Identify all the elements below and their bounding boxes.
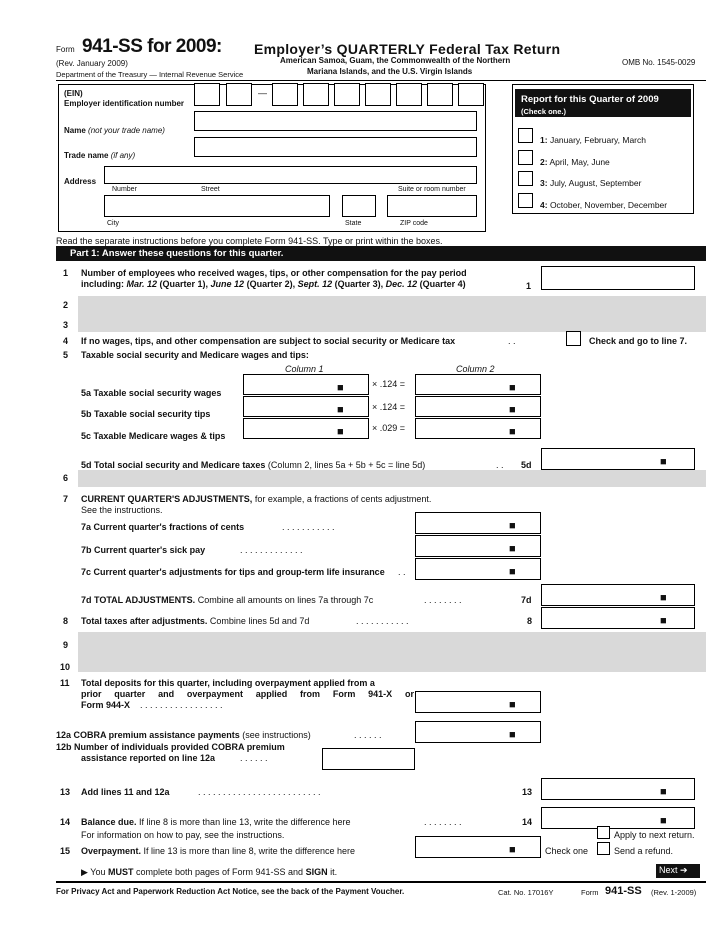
lines-2-3-shaded [78, 296, 706, 332]
footer-rev: (Rev. 1-2009) [651, 888, 697, 897]
line-8-ref: 8 [527, 616, 533, 626]
part-1-title: Part 1: Answer these questions for this quarter. [70, 248, 284, 259]
line-7b-label: 7b Current quarter's sick pay [81, 545, 206, 555]
column-1-header: Column 1 [285, 364, 324, 374]
street-caption: Street [201, 186, 220, 193]
line-7d-ref: 7d [521, 595, 532, 605]
line-5d-leader: . . [496, 460, 504, 470]
line-11-number: 11 [60, 678, 70, 688]
send-refund-checkbox[interactable] [597, 842, 610, 855]
line-13-number: 13 [60, 787, 71, 797]
zip-caption: ZIP code [400, 220, 428, 227]
city-input[interactable] [104, 195, 330, 217]
name-input[interactable] [194, 111, 477, 131]
lines-9-10-shaded [78, 632, 706, 672]
ein-digit-2[interactable] [226, 83, 252, 106]
line-6-shaded [78, 470, 706, 487]
line-14-text: Balance due. If line 8 is more than line 13, write the difference here [81, 817, 351, 827]
ein-digit-6[interactable] [365, 83, 391, 106]
line-13-label: Add lines 11 and 12a [81, 787, 170, 797]
line-11-text-3: Form 944-X [81, 700, 131, 710]
ein-dash: — [258, 88, 267, 98]
line-1-text-2: including: Mar. 12 (Quarter 1), June 12 (Quarter 2), Sept. 12 (Quarter 3), Dec. 12 (Quarter 4) [81, 279, 466, 289]
line-7c-leader: . . [398, 567, 406, 577]
line-14-leader: . . . . . . . . [424, 817, 462, 827]
quarter-4-label: 4: October, November, December [540, 200, 668, 210]
trade-name-label: Trade name (if any) [64, 151, 136, 160]
line-6-number: 6 [63, 473, 69, 483]
apply-next-return-label: Apply to next return. [614, 830, 695, 840]
line-2-number: 2 [63, 300, 69, 310]
line-14-sub: For information on how to pay, see the instructions. [81, 830, 285, 840]
line-8-text: Total taxes after adjustments. Combine lines 5d and 7d [81, 616, 310, 626]
line-5a-rate: × .124 = [372, 379, 406, 389]
address-input[interactable] [104, 166, 477, 184]
line-5-text: Taxable social security and Medicare wages and tips: [81, 350, 309, 360]
apply-next-return-checkbox[interactable] [597, 826, 610, 839]
omb-number: OMB No. 1545-0029 [622, 58, 696, 67]
name-label: Name (not your trade name) [64, 126, 165, 135]
line-5b-col1-input[interactable]: ■ [243, 396, 369, 417]
line-14-number: 14 [60, 817, 71, 827]
footer-form-number: 941-SS [605, 885, 642, 897]
line-4-leader: . . [508, 336, 516, 346]
line-4-check-label: Check and go to line 7. [589, 336, 688, 346]
instructions: Read the separate instructions before you complete Form 941-SS. Type or print within the boxes. [56, 236, 443, 246]
form-title: Employer’s QUARTERLY Federal Tax Return [254, 41, 561, 57]
line-3-number: 3 [63, 320, 69, 330]
line-4-text: If no wages, tips, and other compensation are subject to social security or Medicare tax [81, 336, 456, 346]
line-12a-leader: . . . . . . [354, 730, 382, 740]
subtitle-2: Mariana Islands, and the U.S. Virgin Islands [307, 67, 473, 76]
line-8-leader: . . . . . . . . . . . [356, 616, 409, 626]
arrow-right-icon: ▶ [81, 867, 88, 877]
line-7-number: 7 [63, 494, 69, 504]
line-12b-leader: . . . . . . [240, 753, 268, 763]
ein-digit-1[interactable] [194, 83, 220, 106]
quarter-1-label: 1: January, February, March [540, 135, 646, 145]
rev-date: (Rev. January 2009) [56, 59, 128, 68]
privacy-notice: For Privacy Act and Paperwork Reduction Act Notice, see the back of the Payment Voucher. [56, 887, 405, 896]
line-14-ref: 14 [522, 817, 533, 827]
line-7b-leader: . . . . . . . . . . . . . [240, 545, 303, 555]
line-5a-col1-input[interactable]: ■ [243, 374, 369, 395]
line-5d-label: 5d Total social security and Medicare taxes (Column 2, lines 5a + 5b + 5c = line 5d) [81, 460, 426, 470]
ein-digit-7[interactable] [396, 83, 422, 106]
line-7a-leader: . . . . . . . . . . . [282, 522, 335, 532]
column-2-header: Column 2 [456, 364, 495, 374]
line-1-text: Number of employees who received wages, tips, or other compensation for the pay period [81, 268, 467, 278]
line-11-text-1: Total deposits for this quarter, including overpayment applied from a [81, 678, 375, 688]
line-7d-label: 7d TOTAL ADJUSTMENTS. Combine all amounts on lines 7a through 7c [81, 595, 374, 605]
cat-number: Cat. No. 17016Y [498, 888, 554, 897]
line-13-leader: . . . . . . . . . . . . . . . . . . . . . . . . . [198, 787, 321, 797]
line-5a-label: 5a Taxable social security wages [81, 388, 222, 398]
line-8-number: 8 [63, 616, 69, 626]
line-12b-text-2: assistance reported on line 12a [81, 753, 216, 763]
state-input[interactable] [342, 195, 376, 217]
form-label: Form [56, 45, 75, 54]
line-7a-input[interactable]: ■ [415, 512, 541, 534]
quarter-check-one: (Check one.) [521, 107, 567, 116]
line-7-sub: See the instructions. [81, 505, 163, 515]
line-12a-input[interactable]: ■ [415, 721, 541, 743]
line-12a-label: 12a COBRA premium assistance payments (see instructions) [56, 730, 311, 740]
ein-digit-5[interactable] [334, 83, 360, 106]
ein-label: (EIN) [64, 89, 83, 98]
line-1-number: 1 [63, 268, 69, 278]
ein-digit-3[interactable] [272, 83, 298, 106]
line-5d-ref: 5d [521, 460, 532, 470]
next-button[interactable]: Next ➔ [656, 864, 700, 878]
line-12b-input[interactable] [322, 748, 415, 770]
send-refund-label: Send a refund. [614, 846, 674, 856]
line-11-text-2: prior quarter and overpayment applied from Form 941-X or [81, 689, 414, 699]
department: Department of the Treasury — Internal Revenue Service [56, 70, 244, 79]
quarter-3-checkbox[interactable] [518, 171, 533, 186]
footer-form-label: Form [581, 888, 599, 897]
line-5c-col2-input[interactable]: ■ [415, 418, 541, 439]
address-label: Address [64, 177, 97, 186]
line-13-input[interactable]: ■ [541, 778, 695, 800]
quarter-1-checkbox[interactable] [518, 128, 533, 143]
line-11-leader: . . . . . . . . . . . . . . . . . [140, 700, 223, 710]
line-4-checkbox[interactable] [566, 331, 581, 346]
subtitle-1: American Samoa, Guam, the Commonwealth of the Northern [280, 56, 511, 65]
ein-digit-9[interactable] [458, 83, 484, 106]
state-caption: State [345, 220, 362, 227]
trade-name-input[interactable] [194, 137, 477, 157]
line-7a-label: 7a Current quarter's fractions of cents [81, 522, 245, 532]
line-12b-text-1: 12b Number of individuals provided COBRA premium [56, 742, 285, 752]
form-number: 941-SS for 2009: [82, 36, 222, 57]
quarter-2-label: 2: April, May, June [540, 157, 610, 167]
line-1-ref: 1 [526, 281, 532, 291]
line-8-input[interactable]: ■ [541, 607, 695, 629]
suite-caption: Suite or room number [398, 186, 466, 193]
line-7c-label: 7c Current quarter's adjustments for tips and group-term life insurance [81, 567, 385, 577]
ein-field-label: Employer identification number [64, 99, 185, 108]
line-15-text: Overpayment. If line 13 is more than line 8, write the difference here [81, 846, 355, 856]
line-5a-col2-input[interactable]: ■ [415, 374, 541, 395]
quarter-4-checkbox[interactable] [518, 193, 533, 208]
line-5c-rate: × .029 = [372, 423, 406, 433]
line-11-input[interactable]: ■ [415, 691, 541, 713]
zip-input[interactable] [387, 195, 477, 217]
line-7c-input[interactable]: ■ [415, 558, 541, 580]
line-4-number: 4 [63, 336, 69, 346]
line-7b-input[interactable]: ■ [415, 535, 541, 557]
line-7-text: CURRENT QUARTER'S ADJUSTMENTS, for example, a fractions of cents adjustment. [81, 494, 432, 504]
line-5b-rate: × .124 = [372, 402, 406, 412]
next-arrow-icon: ➔ [680, 865, 688, 875]
line-14-input[interactable]: ■ [541, 807, 695, 829]
line-15-input[interactable]: ■ [415, 836, 541, 858]
line-1-input[interactable] [541, 266, 695, 290]
ein-digit-4[interactable] [303, 83, 329, 106]
line-5b-label: 5b Taxable social security tips [81, 409, 211, 419]
quarter-3-label: 3: July, August, September [540, 178, 642, 188]
line-15-number: 15 [60, 846, 71, 856]
city-caption: City [107, 220, 120, 227]
line-5d-input[interactable]: ■ [541, 448, 695, 470]
line-5c-col1-input[interactable]: ■ [243, 418, 369, 439]
line-9-number: 9 [63, 640, 69, 650]
line-7d-leader: . . . . . . . . [424, 595, 462, 605]
ein-digit-8[interactable] [427, 83, 453, 106]
line-5c-label: 5c Taxable Medicare wages & tips [81, 431, 226, 441]
quarter-title: Report for this Quarter of 2009 [521, 94, 659, 105]
line-13-ref: 13 [522, 787, 533, 797]
line-5-number: 5 [63, 350, 69, 360]
number-caption: Number [112, 186, 137, 193]
must-sign-note: ▶ You MUST complete both pages of Form 941-SS and SIGN it. [81, 867, 338, 877]
line-5b-col2-input[interactable]: ■ [415, 396, 541, 417]
check-one-label: Check one [545, 846, 589, 856]
line-10-number: 10 [60, 662, 71, 672]
quarter-2-checkbox[interactable] [518, 150, 533, 165]
line-7d-input[interactable]: ■ [541, 584, 695, 606]
